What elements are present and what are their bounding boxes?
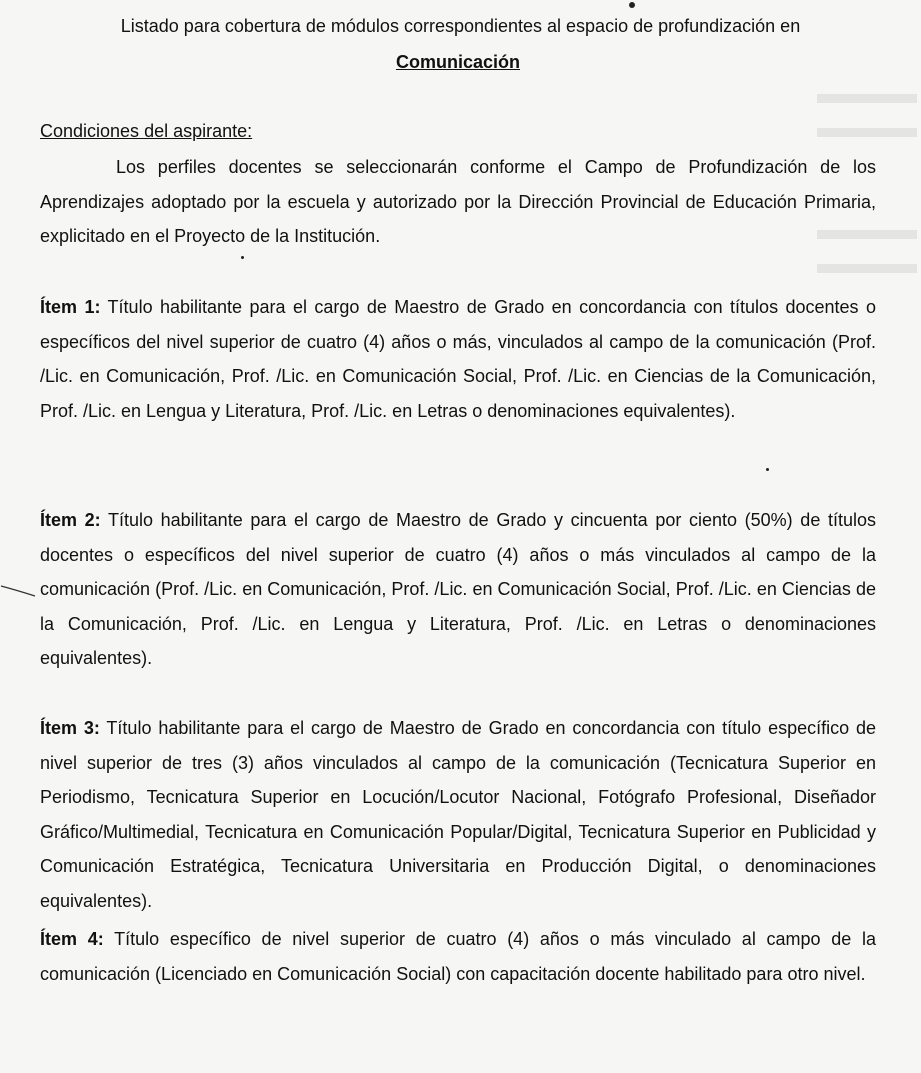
item-text: Título específico de nivel superior de cuatro (4) años o más vinculado al campo de la comunicación (Licenciado en Comunicación Social) con capacitación docente habilitado para otro nivel.	[40, 929, 876, 984]
ink-speck	[241, 256, 244, 259]
item-paragraph	[40, 922, 876, 991]
document-subtitle: Comunicación	[395, 52, 520, 72]
item-text: Título habilitante para el cargo de Maestro de Grado en concordancia con título específico de nivel superior de tres (3) años vinculados al campo de la comunicación (Tecnicatura Superior en Periodismo, Tecnicatura Superior en Locución/Locutor Nacional, Fotógrafo Profesional, Diseñador Gráfico/Multimedial, Tecnicatura en Comunicación Popular/Digital, Tecnicatura Superior en Publicidad y Comunicación Estratégica, Tecnicatura Universitaria en Producción Digital, o denominaciones equivalentes).	[40, 718, 876, 911]
item-label: Ítem 4:	[40, 929, 104, 949]
item-label: Ítem 1:	[40, 297, 101, 317]
item-text: Título habilitante para el cargo de Maestro de Grado y cincuenta por ciento (50%) de títulos docentes o específicos del nivel superior de cuatro (4) años o más vinculados al campo de la comunicación (Prof. /Lic. en Comunicación, Prof. /Lic. en Comunicación Social, Prof. /Lic. en Ciencias de la Comunicación, Prof. /Lic. en Lengua y Literatura, Prof. /Lic. en Letras o denominaciones equivalentes).	[40, 510, 876, 668]
ink-speck	[766, 468, 769, 471]
document-title: Listado para cobertura de módulos correspondientes al espacio de profundización en	[120, 16, 801, 36]
item-text: Título habilitante para el cargo de Maestro de Grado en concordancia con títulos docentes o específicos del nivel superior de cuatro (4) años o más, vinculados al campo de la comunicación (Prof. /Lic. en Comunicación, Prof. /Lic. en Comunicación Social, Prof. /Lic. en Ciencias de la Comunicación, Prof. /Lic. en Lengua y Literatura, Prof. /Lic. en Letras o denominaciones equivalentes).	[40, 297, 876, 421]
item-label: Ítem 3:	[40, 718, 100, 738]
item-paragraph	[40, 290, 876, 428]
margin-pen-mark	[0, 584, 36, 598]
conditions-heading: Condiciones del aspirante:	[40, 121, 253, 141]
item-paragraph	[40, 711, 876, 918]
intro-paragraph: Los perfiles docentes se seleccionarán conforme el Campo de Profundización de los Aprendizajes adoptado por la escuela y autorizado por la Dirección Provincial de Educación Primaria, explicitado en el Proyecto de la Institución.	[40, 157, 876, 246]
item-paragraph	[40, 503, 876, 676]
item-label: Ítem 2:	[40, 510, 101, 530]
ink-speck	[629, 2, 635, 8]
